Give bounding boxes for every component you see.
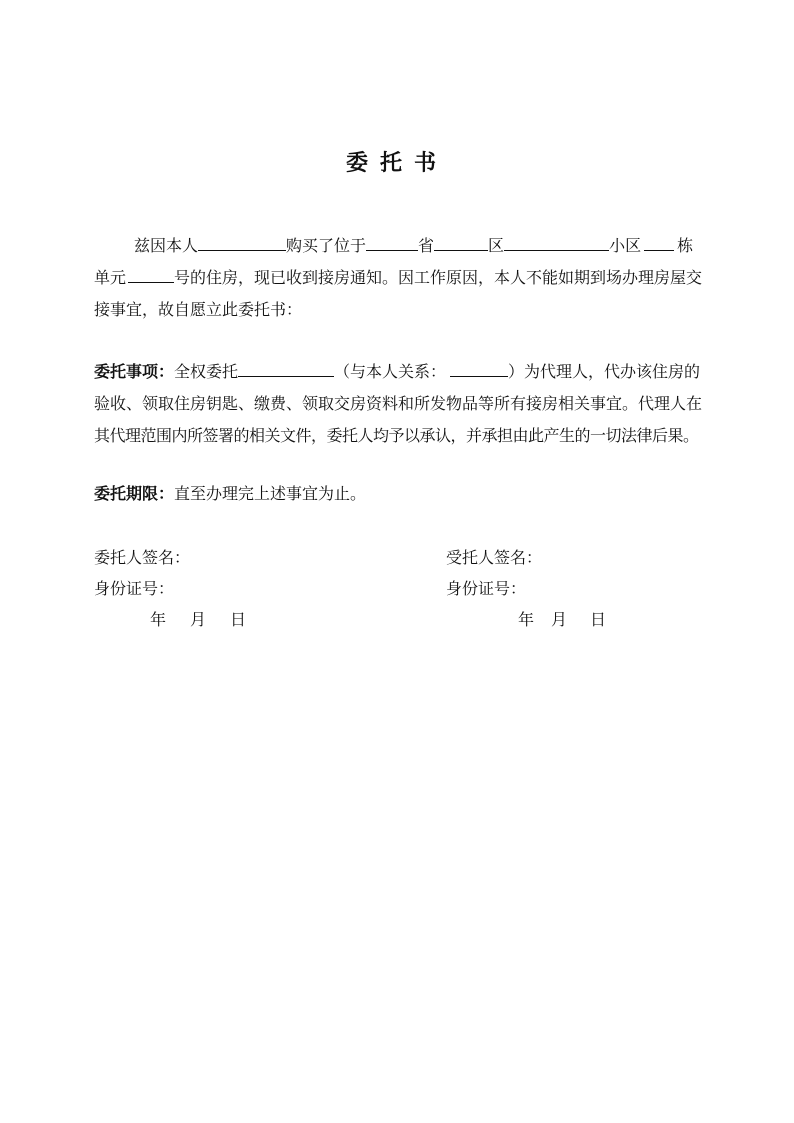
intro-text: 号的住房，现已收到接房通知。因工作原因，本人不能如期到场办理房屋交 <box>174 268 703 287</box>
intro-line-2 <box>94 268 702 288</box>
day-label: 日 <box>590 610 607 629</box>
month-label: 月 <box>190 610 207 629</box>
period-line <box>94 484 366 504</box>
province-blank[interactable] <box>366 236 418 251</box>
year-label: 年 <box>150 610 167 629</box>
principal-id-label: 身份证号： <box>94 579 175 598</box>
intro-text: 单元 <box>94 268 127 287</box>
period-label: 委托期限： <box>94 484 175 503</box>
matters-line-2: 验收、领取住房钥匙、缴费、领取交房资料和所发物品等所有接房相关事宜。代理人在 <box>94 394 703 413</box>
document-title: 委托书 <box>345 150 448 176</box>
matters-text: ）为代理人，代办该住房的 <box>508 362 701 381</box>
agent-date <box>518 610 606 630</box>
matters-text: （与本人关系： <box>334 362 447 381</box>
agent-id-label: 身份证号： <box>446 579 527 598</box>
district-blank[interactable] <box>434 236 488 251</box>
intro-text: 区 <box>488 236 505 255</box>
matters-line-1 <box>94 362 700 382</box>
intro-text: 兹因本人 <box>134 236 199 255</box>
month-label: 月 <box>551 610 568 629</box>
room-blank[interactable] <box>128 268 174 283</box>
intro-line-1 <box>134 236 693 256</box>
intro-text: 省 <box>418 236 435 255</box>
intro-text: 购买了位于 <box>286 236 367 255</box>
intro-text: 小区 <box>609 236 642 255</box>
matters-line-3: 其代理范围内所签署的相关文件，委托人均予以承认，并承担由此产生的一切法律后果。 <box>94 426 699 445</box>
period-text: 直至办理完上述事宜为止。 <box>174 484 367 503</box>
agent-sign-label: 受托人签名： <box>446 548 543 567</box>
intro-line-3: 接事宜，故自愿立此委托书： <box>94 300 303 319</box>
matters-text: 全权委托 <box>174 362 239 381</box>
agent-name-blank[interactable] <box>238 362 334 377</box>
principal-date <box>150 610 246 630</box>
matters-label: 委托事项： <box>94 362 175 381</box>
principal-sign-label: 委托人签名： <box>94 548 191 567</box>
owner-name-blank[interactable] <box>198 236 286 251</box>
year-label: 年 <box>518 610 535 629</box>
building-blank[interactable] <box>644 236 674 251</box>
day-label: 日 <box>230 610 247 629</box>
community-blank[interactable] <box>504 236 609 251</box>
relationship-blank[interactable] <box>450 362 508 377</box>
intro-text: 栋 <box>677 236 694 255</box>
